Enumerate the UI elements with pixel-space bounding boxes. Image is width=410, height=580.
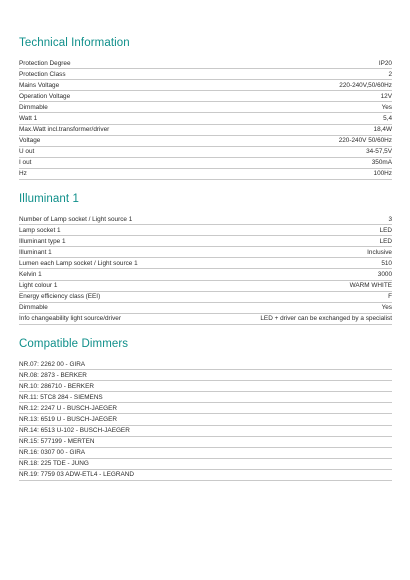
- compatible-dimmers-section: [19, 335, 392, 481]
- row-value: F: [388, 293, 392, 301]
- row-value: 18,4W: [373, 126, 392, 134]
- illuminant-row: [19, 247, 392, 258]
- dimmer-list-item: NR.13: 6519 U - BUSCH-JAEGER: [19, 414, 392, 425]
- dimmer-list-item: NR.12: 2247 U - BUSCH-JAEGER: [19, 403, 392, 414]
- row-value: IP20: [378, 59, 392, 67]
- row-value: LED + driver can be exchanged by a specialist: [260, 315, 392, 323]
- technical-row: [19, 125, 392, 136]
- dimmer-list-item: NR.18: 225 TDE - JUNG: [19, 459, 392, 470]
- illuminant-row: [19, 292, 392, 303]
- row-label: Number of Lamp socket / Light source 1: [19, 215, 133, 223]
- technical-row: [19, 158, 392, 169]
- row-value: 510: [381, 259, 392, 267]
- dimmer-list-item: NR.16: 0307 00 - GIRA: [19, 448, 392, 459]
- illuminant-row: [19, 281, 392, 292]
- technical-row: [19, 147, 392, 158]
- row-value: LED: [379, 226, 392, 234]
- illuminant-table: [19, 214, 392, 325]
- technical-information-section: [19, 34, 392, 180]
- row-label: Operation Voltage: [19, 92, 71, 100]
- row-label: Max.Watt incl.transformer/driver: [19, 126, 110, 134]
- illuminant-row: [19, 303, 392, 314]
- row-value: 220-240V 50/60Hz: [338, 137, 392, 145]
- illuminant-row: [19, 314, 392, 325]
- technical-row: [19, 169, 392, 180]
- row-value: Yes: [381, 103, 392, 111]
- dimmer-list-item: NR.07: 2262 00 - GIRA: [19, 359, 392, 370]
- row-value: 220-240V,50/60Hz: [339, 81, 392, 89]
- illuminant-row: [19, 258, 392, 269]
- row-label: Dimmable: [19, 103, 48, 111]
- technical-information-table: [19, 58, 392, 180]
- illuminant-row: [19, 236, 392, 247]
- row-label: Info changeability light source/driver: [19, 315, 121, 323]
- technical-information-heading: Technical Information: [19, 37, 130, 49]
- technical-row: [19, 102, 392, 113]
- row-value: 2: [388, 70, 392, 78]
- row-value: 3000: [377, 271, 392, 279]
- row-label: Energy efficiency class (EEI): [19, 293, 101, 301]
- illuminant-section: [19, 190, 392, 325]
- row-value: LED: [379, 237, 392, 245]
- technical-row: [19, 91, 392, 102]
- row-value: WARM WHITE: [349, 282, 392, 290]
- technical-row: [19, 58, 392, 69]
- row-label: Kelvin 1: [19, 271, 42, 279]
- dimmer-list-item: NR.11: 5TC8 284 - SIEMENS: [19, 392, 392, 403]
- row-value: Inclusive: [367, 248, 392, 256]
- compatible-dimmers-list: [19, 359, 392, 481]
- dimmer-list-item: NR.10: 286710 - BERKER: [19, 381, 392, 392]
- row-value: 350mA: [371, 159, 392, 167]
- row-label: Lamp socket 1: [19, 226, 61, 234]
- row-label: Illuminant type 1: [19, 237, 66, 245]
- row-label: Hz: [19, 170, 27, 178]
- row-label: Voltage: [19, 137, 41, 145]
- row-label: Watt 1: [19, 115, 38, 123]
- row-label: Dimmable: [19, 304, 48, 312]
- technical-row: [19, 69, 392, 80]
- row-label: U out: [19, 148, 35, 156]
- dimmer-list-item: NR.08: 2873 - BERKER: [19, 370, 392, 381]
- row-label: Mains Voltage: [19, 81, 60, 89]
- row-label: Protection Degree: [19, 59, 71, 67]
- row-label: Protection Class: [19, 70, 66, 78]
- technical-row: [19, 80, 392, 91]
- row-label: Light colour 1: [19, 282, 58, 290]
- dimmer-list-item: NR.15: 577199 - MERTEN: [19, 437, 392, 448]
- row-value: 12V: [380, 92, 392, 100]
- compatible-dimmers-heading: Compatible Dimmers: [19, 338, 129, 350]
- illuminant-row: [19, 225, 392, 236]
- row-value: 5,4: [383, 115, 392, 123]
- row-label: Illuminant 1: [19, 248, 52, 256]
- row-label: I out: [19, 159, 32, 167]
- technical-row: [19, 136, 392, 147]
- technical-row: [19, 113, 392, 124]
- illuminant-heading: Illuminant 1: [19, 193, 80, 205]
- dimmer-list-item: NR.19: 7759 03 ADW-ETL4 - LEGRAND: [19, 470, 392, 481]
- illuminant-row: [19, 214, 392, 225]
- row-value: 100Hz: [373, 170, 392, 178]
- illuminant-row: [19, 269, 392, 280]
- row-label: Lumen each Lamp socket / Light source 1: [19, 259, 138, 267]
- row-value: 34-57,5V: [366, 148, 392, 156]
- row-value: Yes: [381, 304, 392, 312]
- dimmer-list-item: NR.14: 6513 U-102 - BUSCH-JAEGER: [19, 426, 392, 437]
- row-value: 3: [388, 215, 392, 223]
